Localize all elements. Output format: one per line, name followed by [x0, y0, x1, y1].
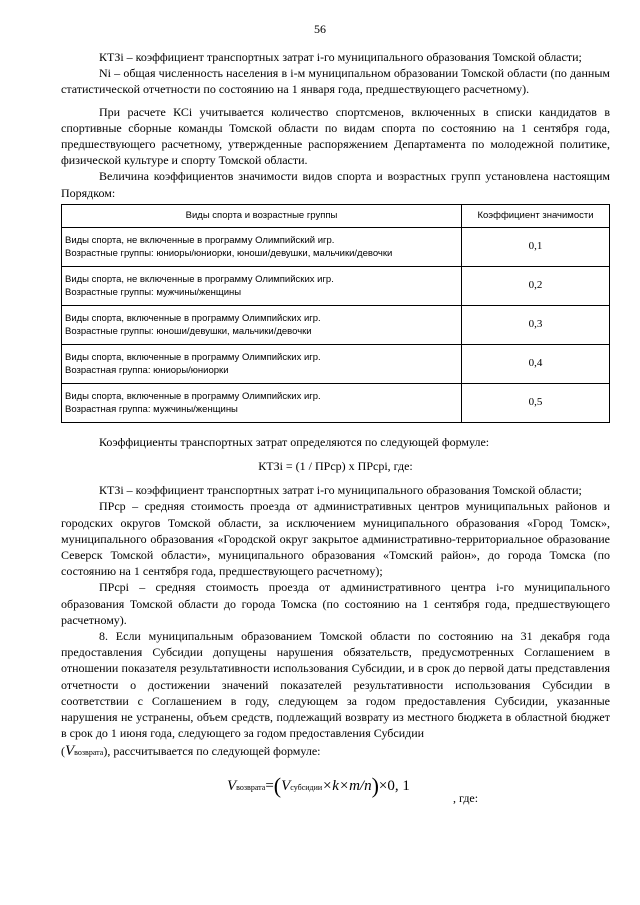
table-row — [62, 305, 610, 344]
table-row — [62, 266, 610, 305]
equals-sign: = — [265, 777, 274, 794]
header-sport: Виды спорта и возрастные группы — [62, 204, 462, 227]
paragraph-8-tail — [61, 743, 610, 761]
v-return-symbol: V — [65, 743, 75, 760]
coef-cell: 0,2 — [462, 266, 610, 305]
definition-prsr: ПРср – средняя стоимость проезда от административных центров муниципальных районов и городских округов Томской области, за исключением муниципального образования «Город Томск», муниципального образования «Городской округ закрытое административно-территориальное образование Северск Томской области», муниципального образования «Томский район», до города Томска (по состоянию на 1 сентября года, предшествующего расчетному); — [61, 499, 610, 579]
header-coef: Коэффициент значимости — [462, 204, 610, 227]
sport-cell — [62, 383, 462, 422]
paragraph-8: 8. Если муниципальным образованием Томской области по состоянию на 31 декабря года предоставления Субсидии допущены нарушения обязательств, предусмотренных Соглашением в отношении показателя результативности использования Субсидии, и в срок до первой даты представления отчетности о достижении значений показателей результативности использования Субсидии в соответствии с Соглашением в году, следующем за годом предоставления Субсидии, указанные нарушения не устранены, объем средств, подлежащий возврату из местного бюджета в областной бюджет в срок до 1 июня года, следующего за годом предоставления Субсидии — [61, 629, 610, 741]
table-row — [62, 227, 610, 266]
v-subsidy-symbol: V — [281, 777, 291, 794]
sport-cell — [62, 305, 462, 344]
sport-line1: Виды спорта, включенные в программу Олимпийских игр. — [65, 351, 321, 363]
definition-ktz-2: КТЗi – коэффициент транспортных затрат i-го муниципального образования Томской области; — [99, 483, 582, 498]
definition-prsri: ПРсрi – средняя стоимость проезда от административного центра i-го муниципального образования Томской области до города Томска (по состоянию на 1 сентября года, предшествующего расчетному). — [61, 580, 610, 627]
sport-line2: Возрастная группа: мужчины/женщины — [65, 403, 238, 415]
formula-factor: ×0, 1 — [378, 777, 410, 794]
paragraph-ksi: При расчете КСi учитывается количество спортсменов, включенных в списки кандидатов в спортивные сборные команды Томской области по видам спорта по состоянию на 1 сентября года, предшествующего расчетному, утвержденные распоряжением Департамента по молодежной политике, физической культуре и спорту Томской области. — [61, 104, 610, 168]
sport-cell — [62, 227, 462, 266]
sport-cell — [62, 344, 462, 383]
bracket-open: ( — [273, 772, 282, 798]
coef-cell: 0,5 — [462, 383, 610, 422]
lhs-symbol: V — [227, 777, 237, 794]
document-body — [61, 49, 610, 816]
sport-line2: Возрастные группы: юниоры/юниорки, юноши/девушки, мальчики/девочки — [65, 247, 393, 259]
table-row — [62, 383, 610, 422]
formula-tail: , где: — [453, 790, 479, 805]
sport-line2: Возрастные группы: юноши/девушки, мальчики/девочки — [65, 325, 312, 337]
formula-v-return-main — [227, 772, 410, 798]
definition-ni: Ni – общая численность населения в i-м муниципальном образовании Томской области (по данным статистической отчетности по состоянию на 1 января года, предшествующего расчетному). — [61, 66, 610, 97]
paren-open: ( — [61, 744, 65, 759]
formula-v-return — [61, 772, 610, 816]
coef-cell: 0,4 — [462, 344, 610, 383]
paragraph-formula-intro: Коэффициенты транспортных затрат определяются по следующей формуле: — [99, 434, 490, 449]
sport-line2: Возрастные группы: мужчины/женщины — [65, 286, 242, 298]
table-header-row — [62, 204, 610, 227]
formula-ktz: КТЗi = (1 / ПРср) х ПРсрi, где: — [258, 459, 413, 474]
definition-ktz: КТЗi – коэффициент транспортных затрат i-го муниципального образования Томской области; — [99, 50, 582, 64]
coef-cell: 0,1 — [462, 227, 610, 266]
formula-multipliers: ×k×m/n — [322, 777, 372, 794]
sport-line1: Виды спорта, не включенные в программу Олимпийских игр. — [65, 273, 334, 285]
sport-line1: Виды спорта, включенные в программу Олимпийских игр. — [65, 390, 321, 402]
lhs-subscript: возврата — [236, 782, 266, 792]
bracket-close: ) — [371, 772, 379, 798]
paragraph-table-intro: Величина коэффициентов значимости видов спорта и возрастных групп установлена настоящим Порядком: — [61, 169, 610, 200]
sport-cell — [62, 266, 462, 305]
v-return-subscript: возврата — [74, 748, 104, 758]
coefficient-table — [61, 204, 610, 423]
paren-close-text: ), рассчитывается по следующей формуле: — [103, 744, 321, 759]
sport-line2: Возрастная группа: юниоры/юниорки — [65, 364, 229, 376]
table-row — [62, 344, 610, 383]
sport-line1: Виды спорта, включенные в программу Олимпийских игр. — [65, 312, 321, 324]
sport-line1: Виды спорта, не включенные в программу Олимпийский игр. — [65, 234, 335, 246]
v-subsidy-subscript: субсидии — [290, 782, 323, 792]
page-number: 56 — [314, 22, 326, 36]
coef-cell: 0,3 — [462, 305, 610, 344]
